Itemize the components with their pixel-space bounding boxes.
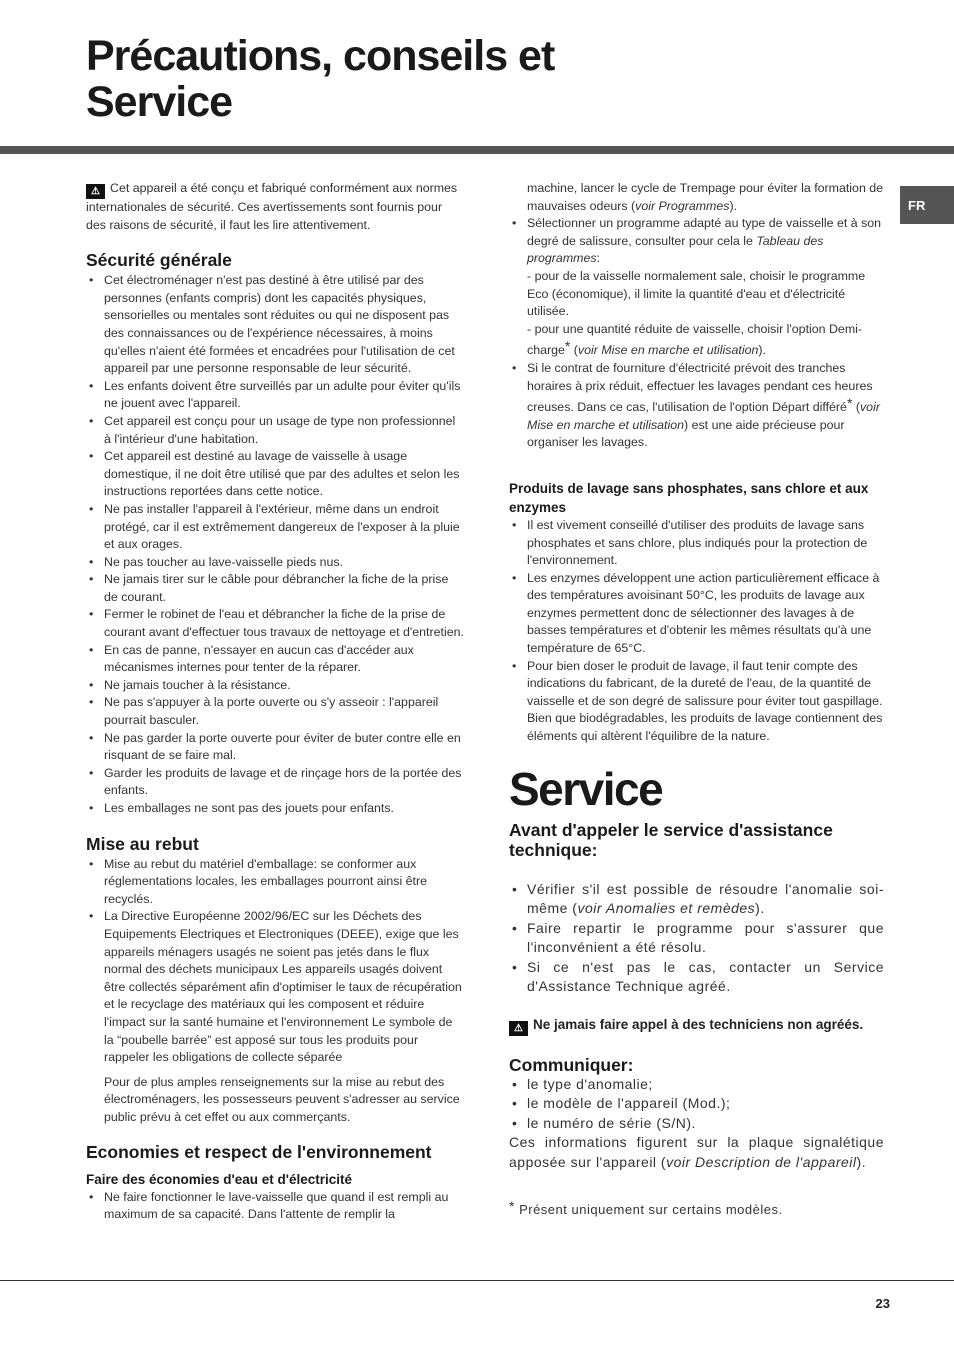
list-item: • Ne pas garder la porte ouverte pour éviter de buter contre elle en risquant de se faire mal. [86,730,464,765]
tariff-text: Si le contrat de fourniture d'électricité prévoit des tranches horaires à prix réduit, effectuer les lavages pendant ces heures creuses. Dans ce cas, l'utilisation de l'option Départ différé [527,360,873,415]
list-item: • Ne jamais toucher à la résistance. [86,677,464,695]
eco-item-continuation [509,180,884,215]
page-title-line2: Service [86,78,233,126]
eco-heading: Economies et respect de l'environnement [86,1141,432,1162]
program-line-half-load: - pour une quantité réduite de vaisselle, choisir l'option Demi-charge [527,321,863,358]
page-title [86,33,786,125]
list-item: • La Directive Européenne 2002/96/EC sur les Déchets des Equipements Electriques et Electroniques (DEEE), exige que les appareils ménagers usagés ne soient pas jetés dans le flux normal des déchets municipaux Les appareils usagés doivent être collectés séparément afin d'optimiser le taux de récupération et le recyclage des matériaux qui les composent et réduire l'impact sur la santé humaine et l'environnement Le symbole de la “poubelle barrée” est apposé sur tous les produits pour rappeler les obligations de collecte séparée [86,908,464,1066]
list-item: • Les enzymes développent une action particulièrement efficace à des températures avoisinant 50°C, les produits de lavage aux enzymes permettent donc de sélectionner des lavages à de basses températures et d'obtenir les mêmes résultats qu'à une température de 65°C. [509,570,884,658]
technician-warning-text: Ne jamais faire appel à des techniciens non agréés. [533,1016,864,1032]
safety-heading: Sécurité générale [86,250,232,271]
continuation-end: ). [729,198,738,213]
detergent-list [509,517,884,746]
intro-text: Cet appareil a été conçu et fabriqué conformément aux normes internationales de sécurité. Ces avertissements sont fournis pour des raisons de sécurité, il faut les lire attentivement. [86,181,458,232]
disposal-list [86,856,464,1067]
list-item: • En cas de panne, n'essayer en aucun cas d'accéder aux mécanismes internes pour tenter de la réparer. [86,642,464,677]
language-tab [900,186,954,224]
eco-list-continued [509,215,884,452]
list-item: • le type d'anomalie; [509,1075,884,1095]
list-item: • Fermer le robinet de l'eau et débrancher la fiche de la prise de courant avant d'effectuer tous travaux de nettoyage et d'entretien. [86,606,464,641]
before-item-end: ). [755,900,765,917]
list-item: • Si ce n'est pas le cas, contacter un Service d'Assistance Technique agréé. [509,958,884,997]
reference-link: voir Anomalies et remèdes [577,900,756,917]
reference-link: Tableau des programmes [527,233,824,266]
list-item: • Cet appareil est conçu pour un usage de type non professionnel à l'intérieur d'une habitation. [86,413,464,448]
warning-icon: ⚠ [86,184,105,199]
list-item: • Il est vivement conseillé d'utiliser des produits de lavage sans phosphates et sans chlore, plus indiqués pour la protection de l'environnement. [509,517,884,570]
bottom-rule [0,1280,954,1281]
technician-warning [509,1015,884,1036]
before-calling-list [509,880,884,997]
service-heading: Service [509,762,663,815]
warning-icon: ⚠ [509,1021,528,1036]
reference-link: voir Mise en marche et utilisation [577,343,759,358]
list-item: • Garder les produits de lavage et de rinçage hors de la portée des enfants. [86,765,464,800]
language-tab-label: FR [908,197,926,213]
page-title-line1: Précautions, conseils et [86,32,555,80]
footnote-text: Présent uniquement sur certains modèles. [519,1202,783,1218]
list-item: • Mise au rebut du matériel d'emballage: se conformer aux réglementations locales, les emballages pourront ainsi être recyclés. [86,856,464,909]
eco-subheading: Faire des économies d'eau et d'électricité [86,1171,353,1187]
communicate-heading: Communiquer: [509,1054,634,1075]
list-item: • Cet électroménager n'est pas destiné à être utilisé par des personnes (enfants compris) dont les capacités physiques, sensorielles ou mentales sont réduites ou qui ne disposent pas des connaissances ou de l'expérience nécessaires, à moins qu'elles n'aient été formées et encadrées pour l'utilisation de cet appareil par une personne responsable de leur sécurité. [86,272,464,378]
list-item: • Ne faire fonctionner le lave-vaisselle que quand il est rempli au maximum de sa capacité. Dans l'attente de remplir la [86,1189,464,1224]
before-item-text: Vérifier s'il est possible de résoudre l'anomalie soi-même ( [527,880,884,917]
footnote-star: * [846,395,853,412]
plate-text: Ces informations figurent sur la plaque signalétique apposée sur l'appareil ( [509,1134,884,1170]
detergent-heading: Produits de lavage sans phosphates, sans chlore et aux enzymes [509,480,869,515]
reference-link: voir Programmes [635,198,730,213]
reference-link: voir Description de l'appareil [666,1153,857,1170]
list-item: • le modèle de l'appareil (Mod.); [509,1094,884,1114]
plate-info [509,1133,884,1172]
tariff-end: ) est une aide précieuse pour organiser les lavages. [527,417,845,450]
disposal-heading: Mise au rebut [86,833,199,854]
program-end: : [596,251,600,266]
list-item: • Ne pas installer l'appareil à l'extérieur, même dans un endroit protégé, car il est extrêmement dangereux de l'exposer à la pluie et aux orages. [86,501,464,554]
list-item: • Ne jamais tirer sur le câble pour débrancher la fiche de la prise de courant. [86,571,464,606]
list-item: • Faire repartir le programme pour s'assurer que l'inconvénient a été résolu. [509,919,884,958]
top-rule [0,146,954,154]
left-column [86,180,464,1224]
right-column [509,180,884,1219]
eco-list [86,1189,464,1224]
list-item: • Ne pas toucher au lave-vaisselle pieds nus. [86,554,464,572]
intro-paragraph [86,180,464,234]
list-item: • Pour bien doser le produit de lavage, il faut tenir compte des indications du fabricant, de la dureté de l'eau, de la quantité de vaisselle et de son degré de salissure pour éviter tout gaspillage. Bien que biodégradables, les produits de lavage contiennent des éléments qui altèrent l'équilibre de la nature. [509,658,884,746]
plate-end: ). [856,1153,867,1170]
reference-link: voir Mise en marche et utilisation [527,400,880,432]
safety-list [86,272,464,817]
before-calling-heading: Avant d'appeler le service d'assistance technique: [509,819,833,860]
list-item: • Les enfants doivent être surveillés par un adulte pour éviter qu'ils ne jouent avec l'appareil. [86,378,464,413]
footnote [509,1198,884,1219]
list-item: • le numéro de série (S/N). [509,1114,884,1134]
disposal-note: Pour de plus amples renseignements sur la mise au rebut des électroménagers, les possesseurs peuvent s'adresser au service public prévu à cet effet ou aux commerçants. [104,1074,460,1124]
list-item [509,880,884,919]
list-item: • Sélectionner un programme adapté au type de vaisselle et à son degré de salissure, consulter pour cela le Tableau des programmes: - pour de la vaisselle normalement sale, choisir le programme Eco (économique), il limite la quantité d'eau et d'électricité utilisée. - pour une quantité réduite de vaisselle, choisir l'option Demi-charge* (voir Mise en marche et utilisation). [509,215,884,360]
footnote-star: * [564,338,571,355]
communicate-list [509,1075,884,1134]
continuation-text: machine, lancer le cycle de Trempage pour éviter la formation de mauvaises odeurs ( [527,181,884,213]
list-item: • Ne pas s'appuyer à la porte ouverte ou s'y asseoir : l'appareil pourrait basculer. [86,694,464,729]
list-item: • Les emballages ne sont pas des jouets pour enfants. [86,800,464,818]
list-item: • Cet appareil est destiné au lavage de vaisselle à usage domestique, il ne doit être utilisé que par des adultes et selon les instructions reportées dans cette notice. [86,448,464,501]
footnote-star: * [509,1198,515,1215]
program-line-eco: - pour de la vaisselle normalement sale, choisir le programme Eco (économique), il limite la quantité d'eau et d'électricité utilisée. [527,268,866,319]
list-item: • Si le contrat de fourniture d'électricité prévoit des tranches horaires à prix réduit, effectuer les lavages pendant ces heures creuses. Dans ce cas, l'utilisation de l'option Départ différé* (voir Mise en marche et utilisation) est une aide précieuse pour organiser les lavages. [509,360,884,452]
page-number: 23 [875,1296,890,1311]
program-text: Sélectionner un programme adapté au type de vaisselle et à son degré de salissure, consulter pour cela le [527,216,882,248]
